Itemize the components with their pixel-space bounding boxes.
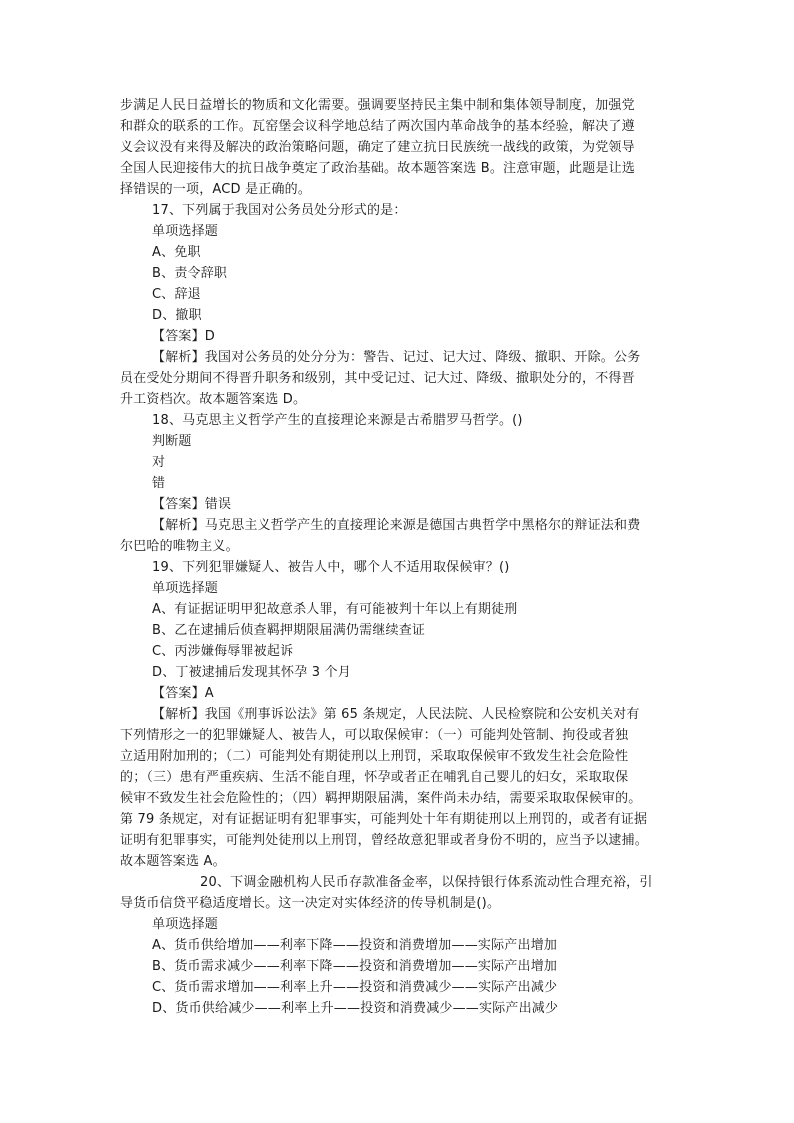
option-b: B、责令辞职 [152, 266, 228, 281]
question-18: 18、马克思主义哲学产生的直接理论来源是古希腊罗马哲学。() [152, 413, 523, 428]
option-a: A、免职 [152, 245, 201, 260]
text-line: 尔巴哈的唯物主义。 [120, 539, 239, 554]
explanation: 【解析】我国《刑事诉讼法》第 65 条规定，人民法院、人民检察院和公安机关对有 [152, 707, 640, 722]
option-c: C、货币需求增加——利率上升——投资和消费减少——实际产出减少 [152, 980, 558, 995]
text-line: 全国人民迎接伟大的抗日战争奠定了政治基础。故本题答案选 B。注意审题，此题是让选 [120, 161, 636, 176]
text-line: 下列情形之一的犯罪嫌疑人、被告人，可以取保候审：（一）可能判处管制、拘役或者独 [120, 728, 629, 743]
text-line: 升工资档次。故本题答案选 D。 [120, 392, 307, 407]
text-line: 义会议没有来得及解决的政治策略问题，确定了建立抗日民族统一战线的政策，为党领导 [120, 140, 635, 155]
text-line: 导货币信贷平稳适度增长。这一决定对实体经济的传导机制是()。 [120, 896, 501, 911]
question-20: 20、下调金融机构人民币存款准备金率，以保持银行体系流动性合理充裕，引 [200, 875, 653, 890]
answer: 【答案】D [152, 329, 216, 344]
text-line: 证明有犯罪事实，可能判处徒刑以上刑罚，曾经故意犯罪或者身份不明的，应当予以逮捕。 [120, 833, 649, 848]
question-type: 单项选择题 [152, 581, 219, 596]
option-d: D、撤职 [152, 308, 202, 323]
option-a: A、有证据证明甲犯故意杀人罪，有可能被判十年以上有期徒刑 [152, 602, 518, 617]
option-b: B、乙在逮捕后侦查羁押期限届满仍需继续查证 [152, 623, 426, 638]
text-line: 的；（三）患有严重疾病、生活不能自理，怀孕或者正在哺乳自己婴儿的妇女，采取取保 [120, 770, 629, 785]
option-d: D、丁被逮捕后发现其怀孕 3 个月 [152, 665, 351, 680]
text-line: 和群众的联系的工作。瓦窑堡会议科学地总结了两次国内革命战争的基本经验，解决了遵 [120, 119, 635, 134]
text-line: 员在受处分期间不得晋升职务和级别，其中受记过、记大过、降级、撤职处分的，不得晋 [120, 371, 635, 386]
explanation: 【解析】马克思主义哲学产生的直接理论来源是德国古典哲学中黑格尔的辩证法和费 [152, 518, 641, 533]
question-type: 判断题 [152, 434, 192, 449]
text-line: 择错误的一项，ACD 是正确的。 [120, 182, 312, 197]
text-line: 第 79 条规定，对有证据证明有犯罪事实，可能判处十年有期徒刑以上刑罚的，或者有证据 [120, 812, 648, 827]
question-19: 19、下列犯罪嫌疑人、被告人中，哪个人不适用取保候审？() [152, 560, 510, 575]
option-b: B、货币需求减少——利率下降——投资和消费增加——实际产出增加 [152, 959, 558, 974]
option-c: C、丙涉嫌侮辱罪被起诉 [152, 644, 294, 659]
option-d: D、货币供给减少——利率上升——投资和消费减少——实际产出减少 [152, 1001, 559, 1016]
text-line: 步满足人民日益增长的物质和文化需要。强调要坚持民主集中制和集体领导制度，加强党 [120, 98, 635, 113]
answer: 【答案】A [152, 686, 214, 701]
text-line: 立适用附加刑的；（二）可能判处有期徒刑以上刑罚，采取取保候审不致发生社会危险性 [120, 749, 629, 764]
answer: 【答案】错误 [152, 497, 232, 512]
question-type: 单项选择题 [152, 224, 219, 239]
option-true: 对 [152, 455, 166, 470]
option-c: C、辞退 [152, 287, 201, 302]
option-false: 错 [152, 476, 166, 491]
text-line: 候审不致发生社会危险性的；（四）羁押期限届满，案件尚未办结，需要采取取保候审的。 [120, 791, 642, 806]
question-17: 17、下列属于我国对公务员处分形式的是： [152, 203, 407, 218]
explanation: 【解析】我国对公务员的处分分为：警告、记过、记大过、降级、撤职、开除。公务 [152, 350, 641, 365]
question-type: 单项选择题 [152, 917, 219, 932]
option-a: A、货币供给增加——利率下降——投资和消费增加——实际产出增加 [152, 938, 558, 953]
text-line: 故本题答案选 A。 [120, 854, 226, 869]
